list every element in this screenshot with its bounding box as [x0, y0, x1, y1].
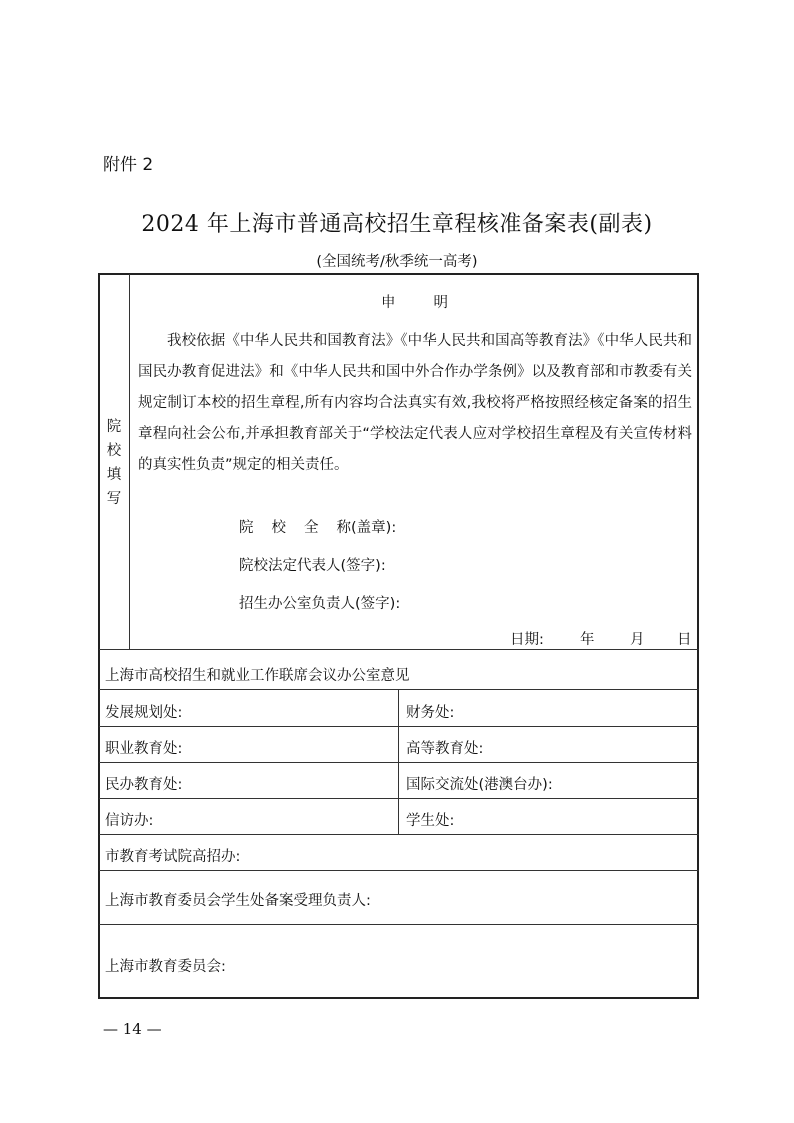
- date-month: 月: [630, 632, 645, 648]
- form-subtitle: (全国统考/秋季统一高考): [316, 254, 478, 270]
- row-divider: [99, 798, 699, 799]
- row-divider: [99, 834, 699, 835]
- department-finance: 财务处:: [406, 705, 455, 721]
- commission-label: 上海市教育委员会:: [105, 959, 226, 975]
- declaration-title: 申 明: [381, 295, 448, 311]
- filing-person-label: 上海市教育委员会学生处备案受理负责人:: [105, 893, 371, 909]
- department-column-divider: [398, 690, 399, 834]
- date-year: 年: [580, 632, 595, 648]
- date-label: 日期:: [510, 632, 544, 648]
- declaration-text: 我校依据《中华人民共和国教育法》《中华人民共和国高等教育法》《中华人民共和国民办教育促进法》和《中华人民共和国中外合作办学条例》以及教育部和市教委有关规定制订本校的招生章程,所有内容均合法真实有效,我校将严格按照经核定备案的招生章程向社会公布,并承担教育部关于“学校法定代表人应对学校招生章程及有关宣传材料的真实性负责”规定的相关责任。: [138, 333, 692, 473]
- department-international-exchange: 国际交流处(港澳台办):: [406, 777, 553, 793]
- department-higher-education: 高等教育处:: [406, 741, 484, 757]
- row-divider: [99, 726, 699, 727]
- school-fill-side-label: 院 校 填 写: [106, 419, 122, 507]
- department-vocational-education: 职业教育处:: [105, 741, 183, 757]
- office-opinion-label: 上海市高校招生和就业工作联席会议办公室意见: [105, 668, 410, 684]
- row-divider: [99, 649, 699, 650]
- department-student-affairs: 学生处:: [406, 813, 455, 829]
- date-day: 日: [677, 632, 692, 648]
- row-divider: [99, 924, 699, 925]
- department-development-planning: 发展规划处:: [105, 705, 183, 721]
- page-number: — 14 —: [103, 1020, 162, 1038]
- school-name-seal-line: 院 校 全 称(盖章):: [239, 520, 397, 536]
- exam-office-label: 市教育考试院高招办:: [105, 849, 241, 865]
- side-column-divider: [129, 274, 130, 649]
- row-divider: [99, 762, 699, 763]
- row-divider: [99, 689, 699, 690]
- admissions-head-signature-line: 招生办公室负责人(签字):: [239, 596, 401, 612]
- legal-representative-signature-line: 院校法定代表人(签字):: [239, 558, 386, 574]
- form-title: 2024 年上海市普通高校招生章程核准备案表(副表): [141, 212, 653, 237]
- department-private-education: 民办教育处:: [105, 777, 183, 793]
- row-divider: [99, 870, 699, 871]
- attachment-label: 附件 2: [103, 155, 154, 175]
- department-petition-office: 信访办:: [105, 813, 154, 829]
